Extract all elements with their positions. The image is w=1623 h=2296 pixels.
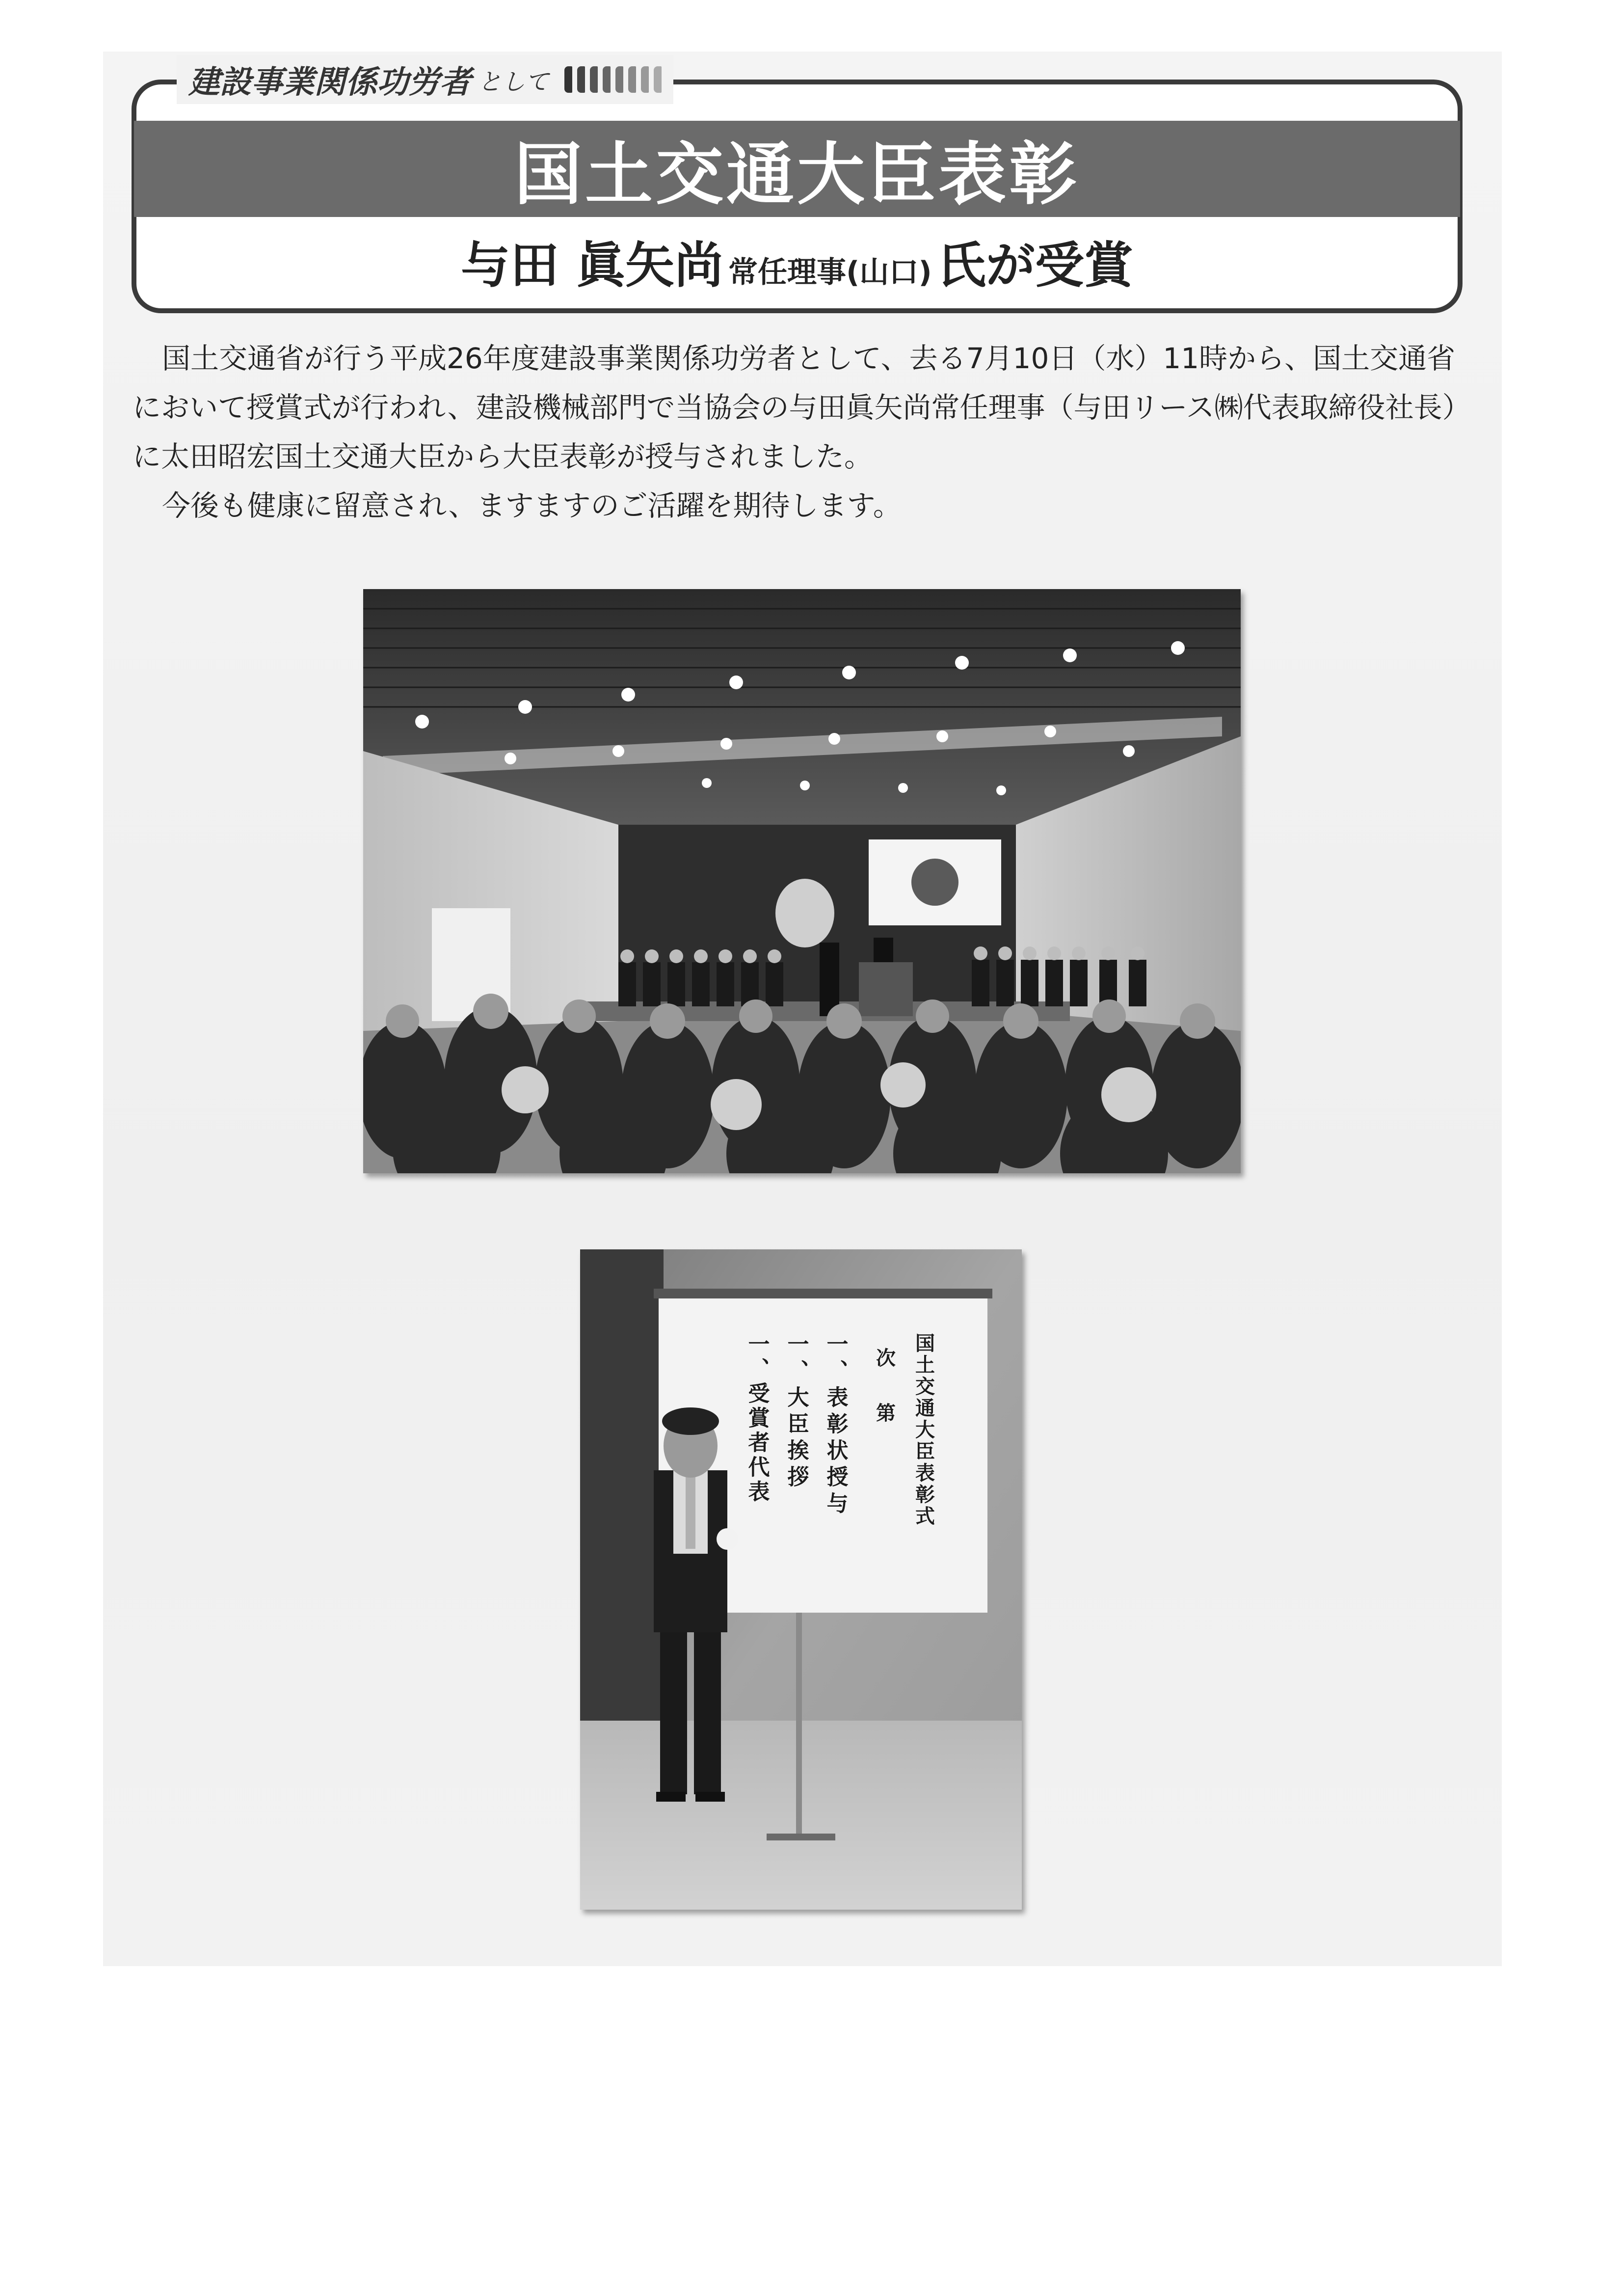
honoree-portrait-image — [580, 1249, 1022, 1910]
article-paragraph: 今後も健康に留意され、ますますのご活躍を期待します。 — [162, 489, 902, 522]
kicker-suffix: として — [478, 68, 549, 96]
banner-item: 一、表彰状授与 — [823, 1333, 848, 1518]
kicker-label: 建設事業関係功労者 — [188, 64, 471, 101]
honoree-subtitle — [132, 226, 1463, 309]
section-kicker — [177, 55, 673, 104]
banner-item: 一、大臣挨拶 — [783, 1333, 809, 1492]
honoree-portrait-photo — [580, 1249, 1022, 1910]
honoree-name: 与田 眞矢尚 — [461, 237, 723, 294]
title-band — [134, 121, 1460, 217]
honoree-suffix: 氏が受賞 — [936, 237, 1133, 294]
banner-subtitle: 次 第 — [873, 1348, 896, 1430]
banner-title: 国土交通大臣表彰式 — [912, 1333, 935, 1527]
article-body — [133, 334, 1463, 530]
article-paragraph: 国土交通省が行う平成26年度建設事業関係功労者として、去る7月10日（水）11時から、国土交通省において授賞式が行われ、建設機械部門で当協会の与田眞矢尚常任理事（与田リース㈱代表取締役社長）に太田昭宏国土交通大臣から大臣表彰が授与されました。 — [133, 342, 1457, 473]
banner-item: 一、受賞者代表 — [744, 1333, 770, 1505]
ceremony-photo-image — [363, 589, 1241, 1173]
page-title: 国土交通大臣表彰 — [514, 135, 1080, 214]
kicker-decoration — [564, 66, 662, 93]
honoree-role: 常任理事(山口) — [728, 255, 932, 290]
ceremony-photo — [363, 589, 1241, 1173]
